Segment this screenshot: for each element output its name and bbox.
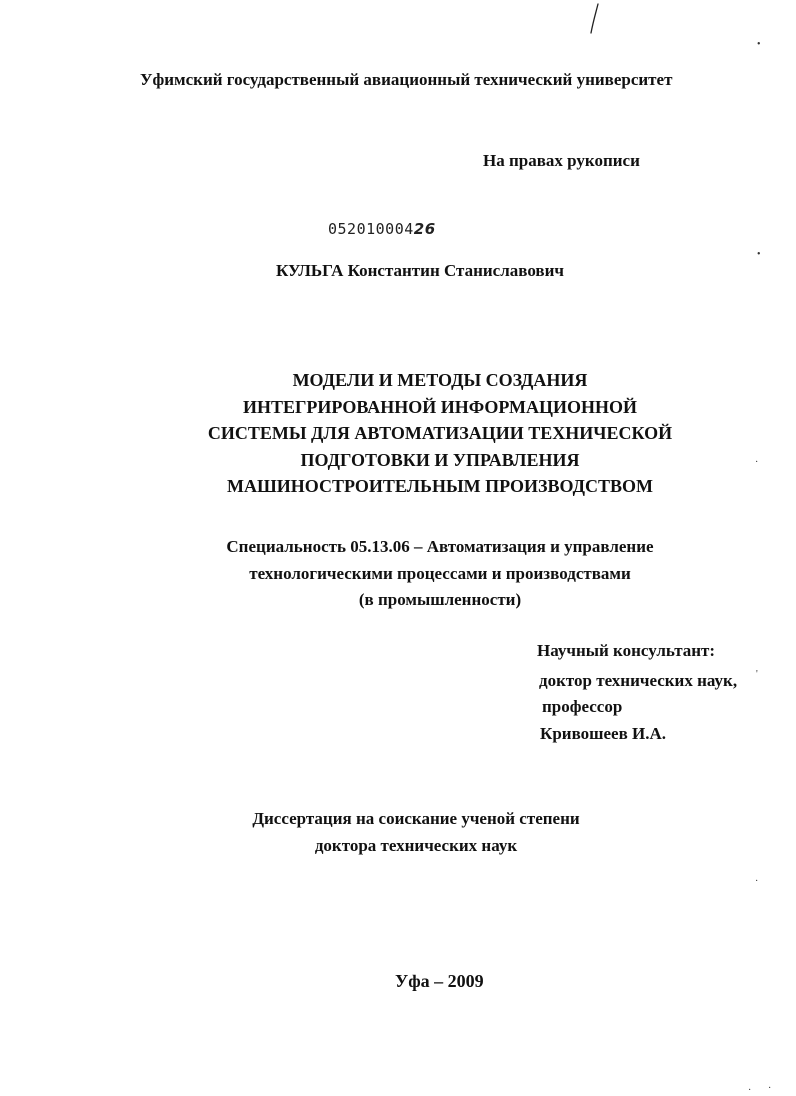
manuscript-rights-label: На правах рукописи — [483, 151, 640, 170]
author-name: КУЛЬГА Константин Станиславович — [276, 261, 564, 280]
consultant-degree: доктор технических наук, — [539, 671, 738, 690]
specialty-line: (в промышленности) — [358, 590, 522, 609]
archive-number-handwritten: 26 — [413, 220, 436, 238]
consultant-name: Кривошеев И.А. — [540, 724, 667, 743]
title-line: МОДЕЛИ И МЕТОДЫ СОЗДАНИЯ — [292, 370, 588, 390]
scan-speck: • — [757, 249, 761, 260]
archive-number-printed: 052010004 — [328, 220, 414, 238]
degree-line: Диссертация на соискание ученой степени — [252, 809, 580, 828]
scan-speck: · — [768, 1083, 772, 1094]
scan-speck: • — [757, 39, 761, 50]
scan-speck: · — [755, 457, 759, 468]
specialty-block — [140, 534, 740, 614]
consultant-label: Научный консультант: — [537, 641, 716, 660]
handwritten-pen-mark — [588, 2, 602, 36]
degree-line: доктора технических наук — [314, 836, 518, 855]
dissertation-title — [140, 367, 740, 500]
specialty-line: Специальность 05.13.06 – Автоматизация и управление — [226, 537, 654, 556]
scan-speck: ' — [756, 669, 758, 680]
specialty-line: технологическими процессами и производствами — [249, 563, 631, 583]
archive-number — [328, 220, 436, 238]
scan-speck: · — [755, 876, 759, 887]
title-line: МАШИНОСТРОИТЕЛЬНЫМ ПРОИЗВОДСТВОМ — [226, 476, 653, 496]
dissertation-degree-statement — [216, 805, 616, 859]
university-name: Уфимский государственный авиационный технический университет — [140, 70, 673, 89]
title-line: ПОДГОТОВКИ И УПРАВЛЕНИЯ — [300, 449, 580, 470]
consultant-rank: профессор — [542, 697, 623, 716]
scan-speck: · — [748, 1085, 752, 1096]
title-line: СИСТЕМЫ ДЛЯ АВТОМАТИЗАЦИИ ТЕХНИЧЕСКОЙ — [207, 423, 673, 443]
city-year: Уфа – 2009 — [395, 971, 484, 991]
title-line: ИНТЕГРИРОВАННОЙ ИНФОРМАЦИОННОЙ — [242, 396, 638, 417]
